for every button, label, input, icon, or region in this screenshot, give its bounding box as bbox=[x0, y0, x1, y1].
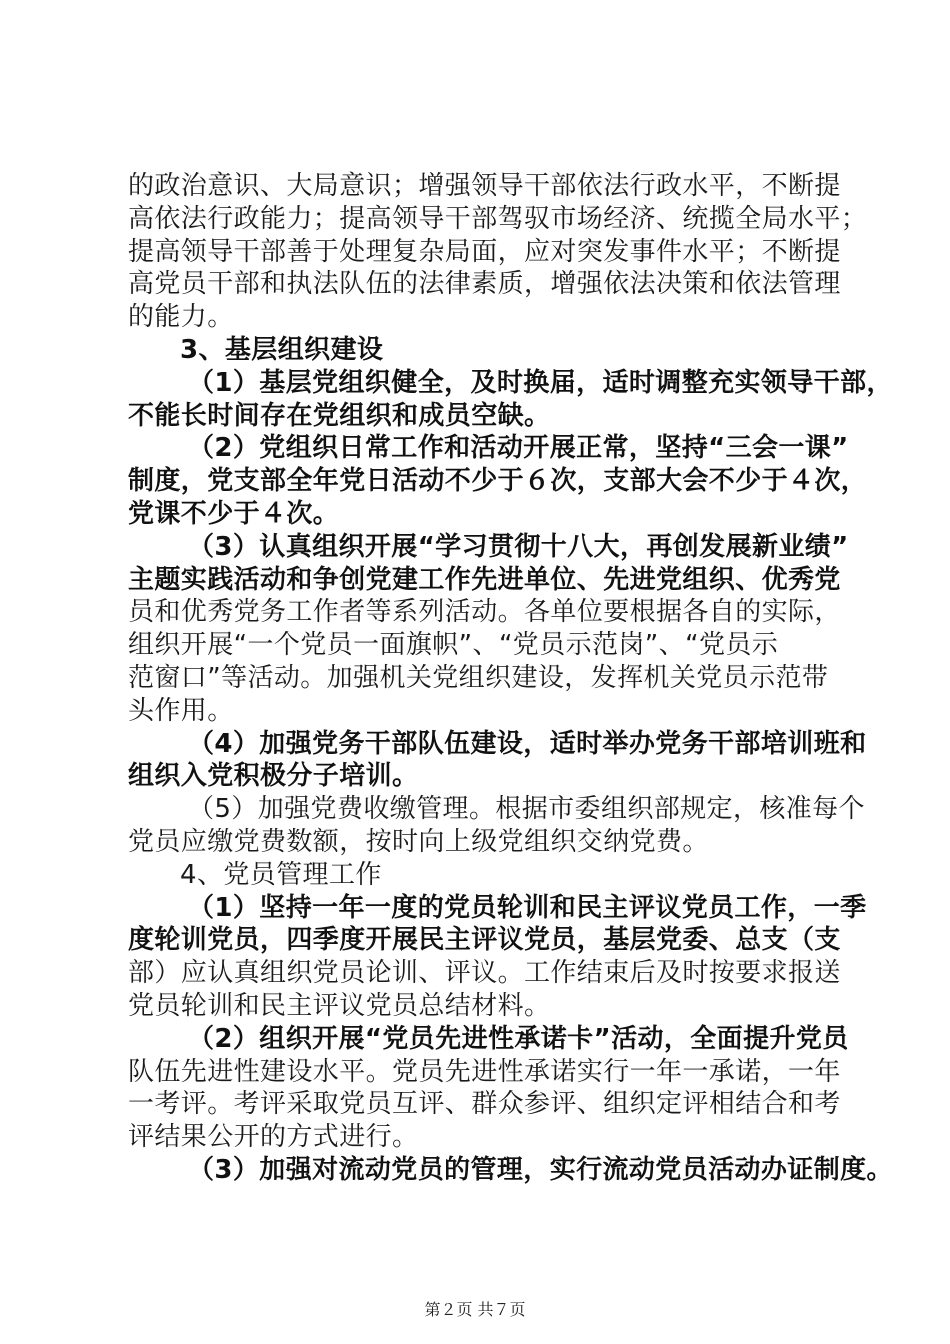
paragraph-line: 的政治意识、大局意识；增强领导干部依法行政水平，不断提 bbox=[128, 171, 841, 201]
list-item-line: 党员轮训和民主评议党员总结材料。 bbox=[128, 990, 551, 1021]
list-item-line: 范窗口”等活动。加强机关党组织建设，发挥机关党员示范带 bbox=[128, 662, 829, 693]
document-body bbox=[128, 170, 893, 1187]
list-item-line: 制度，党支部全年党日活动不少于６次，支部大会不少于４次， bbox=[128, 466, 868, 497]
list-item-line: 主题实践活动和争创党建工作先进单位、先进党组织、优秀党 bbox=[128, 564, 841, 595]
list-item-line: （2）组织开展“党员先进性承诺卡”活动，全面提升党员 bbox=[188, 1023, 849, 1054]
list-item-line: （1）坚持一年一度的党员轮训和民主评议党员工作，一季 bbox=[188, 892, 867, 923]
list-item-line: 党员应缴党费数额，按时向上级党组织交纳党费。 bbox=[128, 826, 709, 857]
list-item-line: 员和优秀党务工作者等系列活动。各单位要根据各自的实际， bbox=[128, 597, 841, 628]
paragraph-line: 高依法行政能力；提高领导干部驾驭市场经济、统揽全局水平； bbox=[128, 203, 868, 234]
paragraph-line: 提高领导干部善于处理复杂局面，应对突发事件水平；不断提 bbox=[128, 236, 841, 267]
list-item-line: 评结果公开的方式进行。 bbox=[128, 1122, 419, 1153]
list-item-line: （5）加强党费收缴管理。根据市委组织部规定，核准每个 bbox=[188, 794, 865, 825]
list-item-line: 组织开展“一个党员一面旗帜”、“党员示范岗”、“党员示 bbox=[128, 630, 779, 661]
list-item-line: （4）加强党务干部队伍建设，适时举办党务干部培训班和 bbox=[188, 728, 867, 759]
list-item-line: 度轮训党员，四季度开展民主评议党员，基层党委、总支（支 bbox=[128, 925, 841, 956]
list-item-line: 部）应认真组织党员论训、评议。工作结束后及时按要求报送 bbox=[128, 958, 841, 989]
section-heading-3: 3、基层组织建设 bbox=[180, 334, 384, 365]
list-item-line: （3）认真组织开展“学习贯彻十八大，再创发展新业绩” bbox=[188, 531, 849, 562]
list-item-line: 组织入党积极分子培训。 bbox=[128, 761, 419, 792]
paragraph-line: 的能力。 bbox=[128, 302, 234, 333]
list-item-line: 队伍先进性建设水平。党员先进性承诺实行一年一承诺，一年 bbox=[128, 1056, 841, 1087]
list-item-line: （1）基层党组织健全，及时换届，适时调整充实领导干部， bbox=[188, 367, 893, 398]
page-number-footer: 第２页 共７页 bbox=[424, 1300, 526, 1319]
list-item-line: 一考评。考评采取党员互评、群众参评、组织定评相结合和考 bbox=[128, 1089, 841, 1120]
section-heading-4: 4、党员管理工作 bbox=[180, 859, 382, 890]
list-item-line: 党课不少于４次。 bbox=[128, 498, 340, 529]
list-item-line: 不能长时间存在党组织和成员空缺。 bbox=[128, 400, 551, 431]
list-item-line: （3）加强对流动党员的管理，实行流动党员活动办证制度。 bbox=[188, 1154, 893, 1185]
list-item-line: （2）党组织日常工作和活动开展正常，坚持“三会一课” bbox=[188, 433, 849, 464]
list-item-line: 头作用。 bbox=[128, 695, 234, 726]
paragraph-line: 高党员干部和执法队伍的法律素质，增强依法决策和依法管理 bbox=[128, 269, 841, 300]
